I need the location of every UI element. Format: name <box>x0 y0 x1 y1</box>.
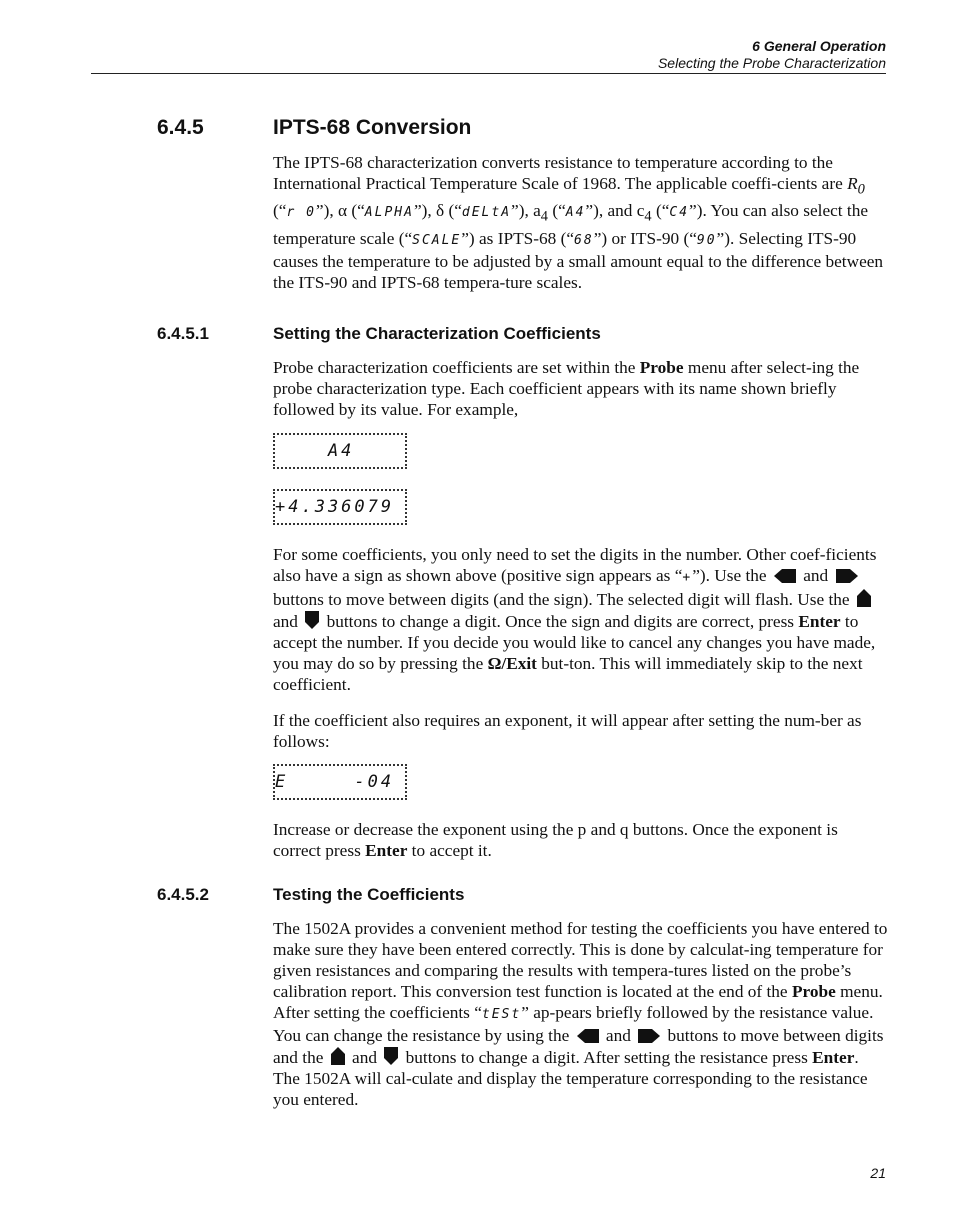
left-arrow-icon <box>773 568 797 584</box>
lcd-display-coefficient-name: A4 <box>273 433 407 469</box>
subsection-number-testing: 6.4.5.2 <box>157 885 209 904</box>
left-arrow-icon <box>576 1028 600 1044</box>
paragraph-digit-editing: For some coefficients, you only need to set the digits in the number. Other coef-ficients also have a sign as shown above (positive sign appears as “+”). Use the and buttons to move between digits (and the sign). The selected digit will flash. Use the and buttons to change a digit. Once the sign and digits are correct, press Enter to accept the number. If you decide you would like to cancel any changes you have made, you may do so by pressing the Ω/Exit but-ton. This will immediately skip to the next coefficient. <box>273 545 877 694</box>
subsection-title: Setting the Characterization Coefficients <box>273 324 601 343</box>
page-number: 21 <box>870 1165 886 1181</box>
subsection-title-testing: Testing the Coefficients <box>273 885 465 904</box>
right-arrow-icon <box>835 568 859 584</box>
paragraph-exponent-adjust: Increase or decrease the exponent using the p and q buttons. Once the exponent is correct press Enter to accept it. <box>273 820 838 860</box>
header-chapter: 6 General Operation <box>752 38 886 54</box>
subsection-number: 6.4.5.1 <box>157 324 209 343</box>
header-section: Selecting the Probe Characterization <box>657 55 886 71</box>
paragraph-testing-coefficients: The 1502A provides a convenient method for testing the coefficients you have entered to make sure they have been entered correctly. This is done by calculat-ing temperature for given resistances and comparing the results with tempera-tures listed on the probe’s calibration report. This conversion test function is located at the end of the Probe menu. After setting the coefficients “tESt” ap-pears briefly followed by the resistance value. You can change the resistance by using the and buttons to move between digits and the and buttons to change a digit. After setting the resistance press Enter. The 1502A will cal-culate and display the temperature corresponding to the resistance you entered. <box>273 919 888 1109</box>
running-header <box>658 38 886 72</box>
up-arrow-icon <box>856 588 872 608</box>
paragraph-setting-coefficients: Probe characterization coefficients are set within the Probe menu after select-ing the probe characterization type. Each coefficient appears with its name shown briefly followed by its value. For example, <box>273 358 860 419</box>
paragraph-ipts68: The IPTS-68 characterization converts resistance to temperature according to the International Practical Temperature Scale of 1968. The applicable coeffi-cients are $R_0$ (“r 0”), α (“ALPHA”), δ (“dELtA”), $a_4$ (“A4”), and $c_4$ (“C4”). You can also select the temperature scale (“SCALE”) as IPTS-68 (“68”) or ITS-90 (“90”). Selecting ITS-90 causes the temperature to be adjusted by a small amount equal to the difference between the ITS-90 and IPTS-68 tempera-ture scales. <box>273 153 884 292</box>
up-arrow-icon <box>330 1046 346 1066</box>
down-arrow-icon <box>383 1046 399 1066</box>
lcd-display-coefficient-value: +4.336079 <box>273 489 407 525</box>
header-rule <box>91 73 886 74</box>
section-title: IPTS-68 Conversion <box>273 116 472 139</box>
lcd-display-exponent: E -04 <box>273 764 407 800</box>
paragraph-exponent-intro: If the coefficient also requires an exponent, it will appear after setting the num-ber as follows: <box>273 711 862 751</box>
right-arrow-icon <box>637 1028 661 1044</box>
section-number: 6.4.5 <box>157 116 204 139</box>
down-arrow-icon <box>304 610 320 630</box>
